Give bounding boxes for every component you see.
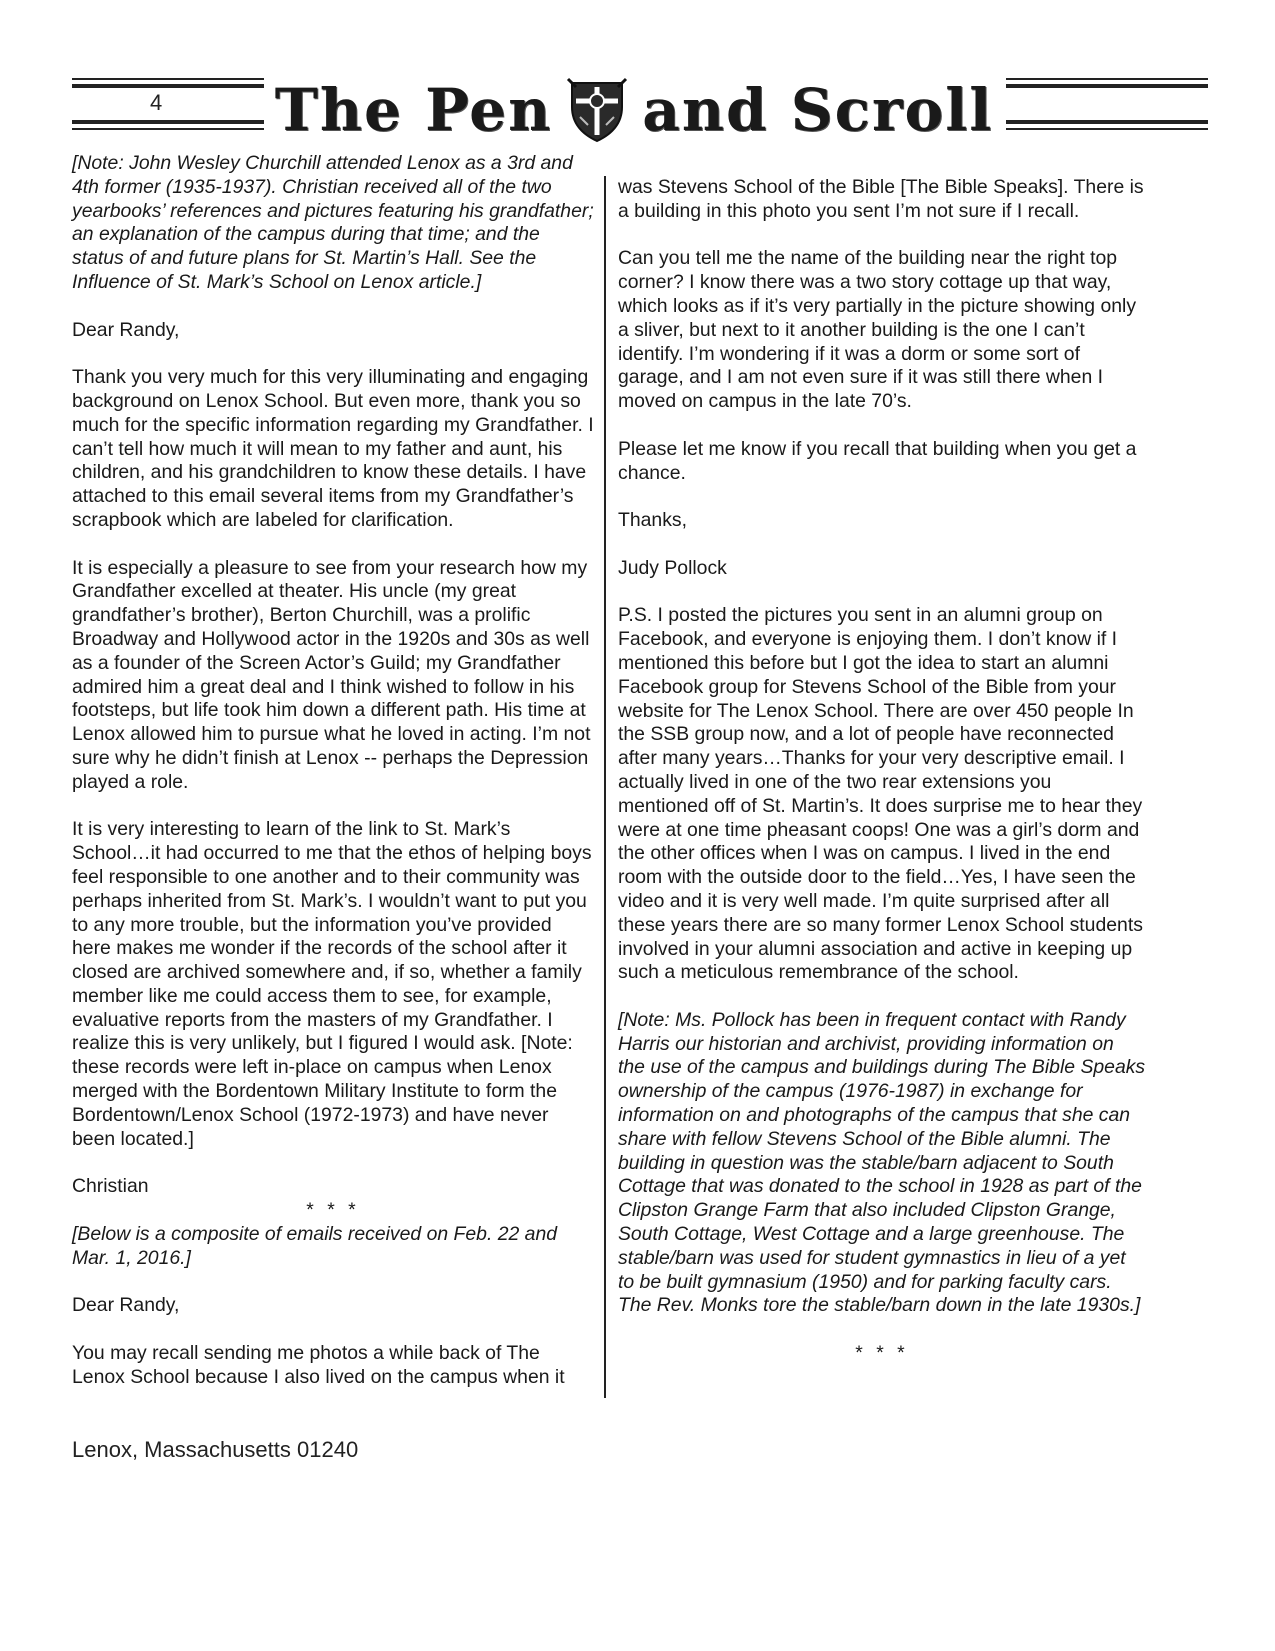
section-separator: * * *: [306, 1199, 360, 1222]
letter-paragraph: Can you tell me the name of the building near the right top corner? I know there was a two story cottage up that way, which looks as if it’s very partially in the picture showing only a sliver, but next to it another building is the one I can’t identify. I’m wondering if it was a dorm or some sort of garage, and I am not even sure if it was still there when I moved on campus in the late 70’s.: [618, 247, 1137, 413]
signature: Christian: [72, 1175, 149, 1198]
postscript: P.S. I posted the pictures you sent in an alumni group on Facebook, and everyone is enjoying them. I don’t know if I mentioned this before but I got the idea to start an alumni Facebook group for Stevens School of the Bible from your website for The Lenox School. There are over 450 people In the SSB group now, and a lot of people have reconnected after many years…Thanks for your very descriptive email. I actually lived in one of the two rear extensions you mentioned off of St. Martin’s. It does surprise me to hear they were at one time pheasant coops! One was a girl’s dorm and the other offices when I was on campus. I lived in the end room with the outside door to the field…Yes, I have seen the video and it is very well made. I’m quite surprised after all these years there are so many former Lenox School students involved in your alumni association and active in keeping up such a meticulous remembrance of the school.: [618, 604, 1143, 984]
closing: Thanks,: [618, 509, 687, 532]
column-divider: [604, 176, 606, 1398]
masthead-rules-right: [1006, 78, 1208, 134]
letter-paragraph: It is very interesting to learn of the link to St. Mark’s School…it had occurred to me that the ethos of helping boys feel responsible to one another and to their community was perhaps inherited from St. Mark’s. I wouldn’t want to put you to any more trouble, but the information you’ve provided here makes me wonder if the records of the school after it closed are archived somewhere and, if so, whether a family member like me could access them to see, for example, evaluative reports from the masters of my Grandfather. I realize this is very unlikely, but I figured I would ask. [Note: these records were left in-place on campus when Lenox merged with the Bordentown Military Institute to form the Bordentown/Lenox School (1972-1973) and have never been located.]: [72, 818, 592, 1150]
footer-address: Lenox, Massachusetts 01240: [72, 1437, 359, 1462]
editor-note-pollock: [Note: Ms. Pollock has been in frequent contact with Randy Harris our historian and archivist, providing information on the use of the campus and buildings during The Bible Speaks ownership of the campus (1976-1987) in exchange for information on and photographs of the campus that she can share with fellow Stevens School of the Bible alumni. The building in question was the stable/barn adjacent to South Cottage that was donated to the school in 1928 as part of the Clipston Grange Farm that also included Clipston Grange, South Cottage, West Cottage and a large greenhouse. The stable/barn was used for student gymnastics in lieu of a yet to be built gymnasium (1950) and for parking faculty cars. The Rev. Monks tore the stable/barn down in the late 1930s.]: [618, 1008, 1146, 1317]
masthead-rules-left: [72, 78, 264, 134]
right-column: [618, 176, 1146, 1366]
section-separator: * * *: [855, 1342, 909, 1365]
letter-paragraph: Thank you very much for this very illuminating and engaging background on Lenox School. But even more, thank you so much for the specific information regarding my Grandfather. I can’t tell how much it will mean to my father and aunt, his children, and his grandchildren to know these details. I have attached to this email several items from my Grandfather’s scrapbook which are labeled for clarification.: [72, 366, 594, 531]
masthead: [72, 70, 1208, 150]
letter-paragraph: It is especially a pleasure to see from your research how my Grandfather excelled at theater. His uncle (my great grandfather’s brother), Berton Churchill, was a prolific Broadway and Hollywood actor in the 1920s and 30s as well as a founder of the Screen Actor’s Guild; my Grandfather admired him a great deal and I think wished to follow in his footsteps, but life took him down a different path. His time at Lenox allowed him to pursue what he loved in acting. I’m not sure why he didn’t finish at Lenox -- perhaps the Depression played a role.: [72, 556, 591, 793]
title-part-1: The Pen: [274, 76, 553, 144]
signature: Judy Pollock: [618, 556, 727, 579]
salutation: Dear Randy,: [72, 1294, 180, 1317]
letter-paragraph: Please let me know if you recall that building when you get a chance.: [618, 437, 1137, 484]
letter-paragraph: You may recall sending me photos a while back of The Lenox School because I also lived on the campus when it: [72, 1341, 565, 1388]
salutation: Dear Randy,: [72, 318, 180, 341]
title-part-2: and Scroll: [642, 76, 994, 144]
editor-note-churchill: [Note: John Wesley Churchill attended Lenox as a 3rd and 4th former (1935-1937). Christian received all of the two yearbooks’ references and pictures featuring his grandfather; an explanation of the campus during that time; and the status of and future plans for St. Martin’s Hall. See the Influence of St. Mark’s School on Lenox article.]: [72, 152, 594, 293]
page-number: 4: [150, 90, 163, 115]
crest-icon: [566, 77, 628, 143]
letter-paragraph: was Stevens School of the Bible [The Bible Speaks]. There is a building in this photo you sent I’m not sure if I recall.: [618, 176, 1144, 222]
editor-note-composite: [Below is a composite of emails received on Feb. 22 and Mar. 1, 2016.]: [72, 1222, 558, 1269]
newsletter-title: [270, 70, 998, 150]
left-column: [72, 152, 594, 1413]
